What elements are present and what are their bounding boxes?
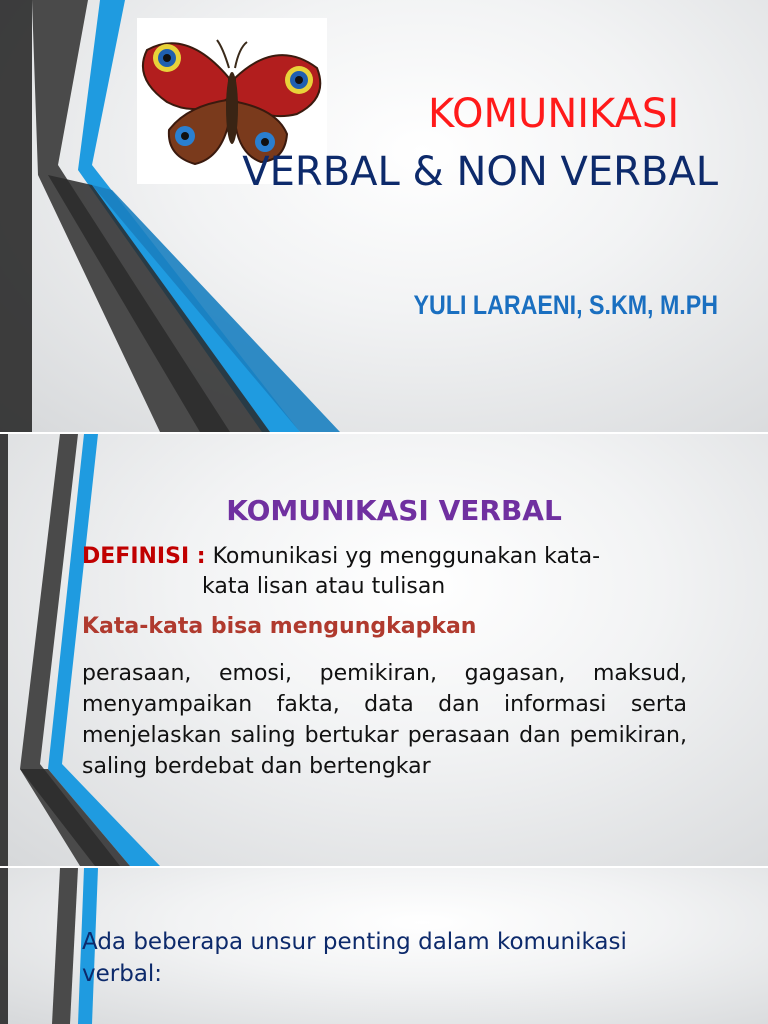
definition-block: [82, 542, 702, 602]
title-line-1: KOMUNIKASI: [428, 91, 680, 137]
subheading: Kata-kata bisa mengungkapkan: [82, 614, 477, 639]
intro-text: Ada beberapa unsur penting dalam komunikasi verbal:: [82, 929, 627, 987]
title-line-2: VERBAL & NON VERBAL: [242, 149, 718, 195]
definition-text-line-2: kata lisan atau tulisan: [202, 574, 446, 599]
body-paragraph: perasaan, emosi, pemikiran, gagasan, maksud, menyampaikan fakta, data dan informasi serta menjelaskan saling bertukar perasaan dan pemikiran, saling berdebat dan bertengkar: [82, 661, 687, 779]
slide-heading: KOMUNIKASI VERBAL: [226, 494, 562, 527]
author-name: YULI LARAENI, S.KM, M.PH: [413, 290, 718, 320]
definition-text-line-1: Komunikasi yg menggunakan kata-: [212, 544, 601, 569]
slide-elements: [0, 868, 768, 1024]
slide-decoration: [0, 0, 768, 432]
slide-verbal: [0, 434, 768, 866]
slide-title: [0, 0, 768, 432]
definition-label: DEFINISI :: [82, 544, 206, 569]
